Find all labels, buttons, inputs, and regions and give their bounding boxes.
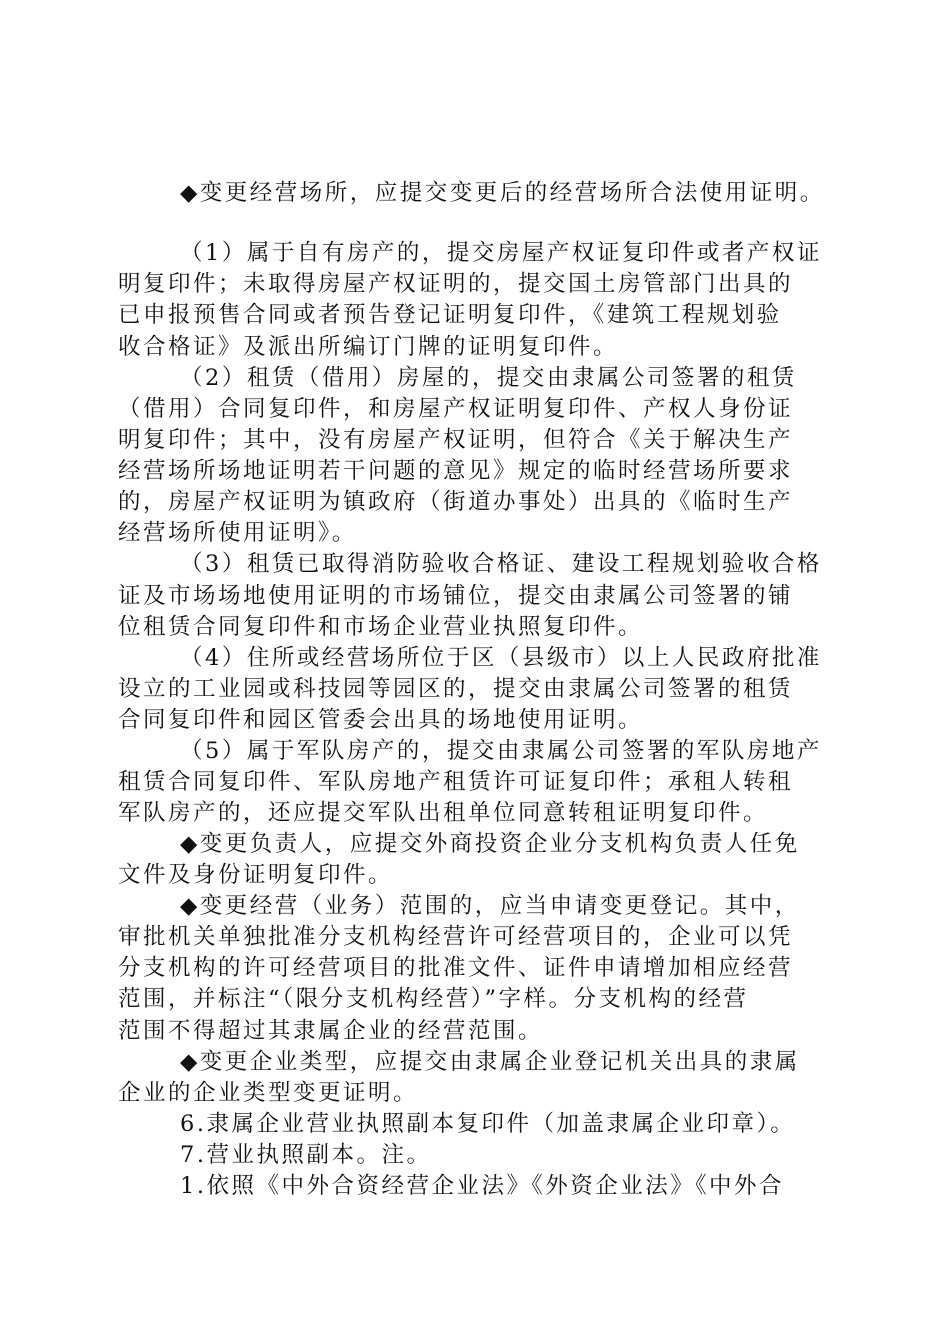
text-line: （借用）合同复印件，和房屋产权证明复印件、产权人身份证 (118, 396, 794, 422)
text-line: （1）属于自有房产的，提交房屋产权证复印件或者产权证 (180, 240, 822, 266)
text-line: ◆变更负责人，应提交外商投资企业分支机构负责人任免 (180, 831, 800, 857)
text-line: 已申报预售合同或者预告登记证明复印件，《建筑工程规划验 (118, 302, 782, 328)
text-line: 合同复印件和园区管委会出具的场地使用证明。 (118, 707, 644, 733)
text-line: 范围，并标注“（限分支机构经营）”字样。分支机构的经营 (118, 986, 749, 1012)
text-line: 设立的工业园或科技园等园区的，提交由隶属公司签署的租赁 (118, 676, 794, 702)
text-line: 军队房产的，还应提交军队出租单位同意转租证明复印件。 (118, 800, 769, 826)
text-line: 收合格证》及派出所编订门牌的证明复印件。 (118, 334, 619, 360)
text-line: 位租赁合同复印件和市场企业营业执照复印件。 (118, 614, 644, 640)
text-line: 分支机构的许可经营项目的批准文件、证件申请增加相应经营 (118, 955, 794, 981)
text-line: （3）租赁已取得消防验收合格证、建设工程规划验收合格 (180, 551, 822, 577)
text-line: 证及市场场地使用证明的市场铺位，提交由隶属公司签署的铺 (118, 583, 794, 609)
text-line: （4）住所或经营场所位于区（县级市）以上人民政府批准 (180, 645, 822, 671)
text-line: （2）租赁（借用）房屋的，提交由隶属公司签署的租赁 (180, 365, 797, 391)
text-line: 经营场所场地证明若干问题的意见》规定的临时经营场所要求 (118, 458, 794, 484)
text-line: 6.隶属企业营业执照副本复印件（加盖隶属企业印章）。 (180, 1111, 796, 1137)
text-line: 经营场所使用证明》。 (118, 520, 357, 546)
text-line: 7.营业执照副本。注。 (180, 1142, 432, 1168)
text-line: 明复印件；未取得房屋产权证明的，提交国土房管部门出具的 (118, 271, 794, 297)
text-line: （5）属于军队房产的，提交由隶属公司签署的军队房地产 (180, 738, 822, 764)
text-line: 范围不得超过其隶属企业的经营范围。 (118, 1018, 544, 1044)
text-line: ◆变更经营场所，应提交变更后的经营场所合法使用证明。 (180, 180, 825, 206)
text-line: 明复印件；其中，没有房屋产权证明，但符合《关于解决生产 (118, 427, 794, 453)
text-line: 企业的企业类型变更证明。 (118, 1080, 419, 1106)
text-line: ◆变更经营（业务）范围的，应当申请变更登记。其中， (180, 893, 800, 919)
text-line: ◆变更企业类型，应提交由隶属企业登记机关出具的隶属 (180, 1049, 800, 1075)
text-line: 文件及身份证明复印件。 (118, 862, 394, 888)
text-line: 审批机关单独批准分支机构经营许可经营项目的，企业可以凭 (118, 924, 794, 950)
text-line: 1.依照《中外合资经营企业法》《外资企业法》《中外合 (180, 1173, 784, 1199)
text-line: 租赁合同复印件、军队房地产租赁许可证复印件；承租人转租 (118, 769, 794, 795)
text-line: 的，房屋产权证明为镇政府（街道办事处）出具的《临时生产 (118, 489, 794, 515)
